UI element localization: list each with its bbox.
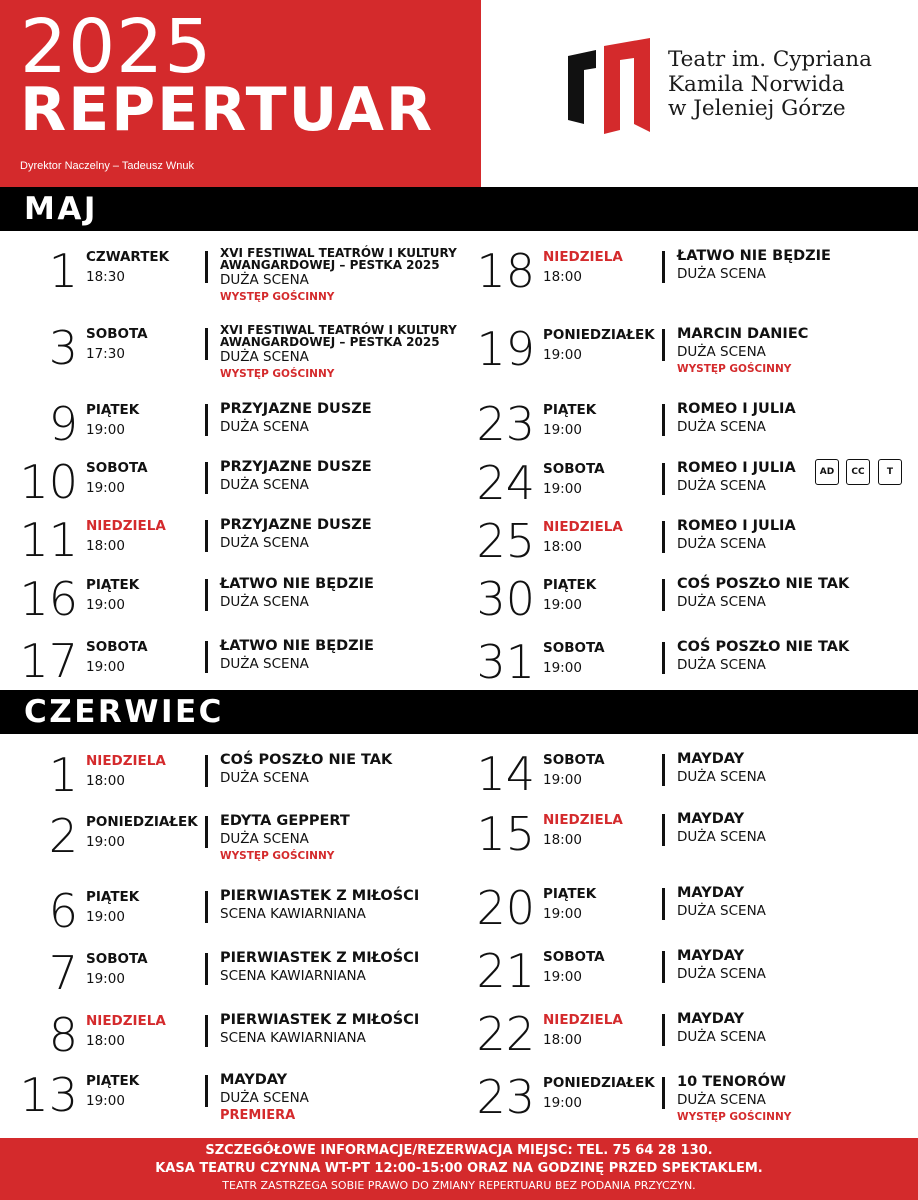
show-time: 18:00: [543, 1032, 582, 1048]
day-number: 25: [476, 514, 535, 568]
show-info: [220, 887, 470, 924]
weekday-label: NIEDZIELA: [543, 812, 623, 828]
weekday-label: PIĄTEK: [543, 886, 597, 902]
venue-label: DUŻA SCENA: [220, 419, 309, 435]
show-time: 19:00: [86, 597, 125, 613]
show-title: PRZYJAZNE DUSZE: [220, 401, 372, 417]
closed-captions-icon: CC: [846, 459, 870, 485]
show-time: 19:00: [86, 971, 125, 987]
day-number: 21: [476, 944, 535, 998]
separator-bar: [662, 404, 665, 436]
weekday-label: SOBOTA: [543, 752, 605, 768]
show-time: 18:00: [86, 1033, 125, 1049]
schedule-entry: [0, 244, 457, 307]
venue-label: DUŻA SCENA: [220, 477, 309, 493]
show-title: ROMEO I JULIA: [677, 518, 796, 534]
show-time: 18:00: [543, 832, 582, 848]
show-title: EDYTA GEPPERT: [220, 813, 350, 829]
separator-bar: [662, 642, 665, 674]
day-number: 30: [476, 572, 535, 626]
weekday-label: SOBOTA: [543, 461, 605, 477]
show-info: [220, 751, 470, 788]
weekday-label: PIĄTEK: [86, 402, 140, 418]
show-time: 19:00: [543, 906, 582, 922]
weekday-label: PIĄTEK: [543, 577, 597, 593]
separator-bar: [205, 579, 208, 611]
show-time: 19:00: [543, 347, 582, 363]
venue-label: SCENA KAWIARNIANA: [220, 968, 366, 984]
weekday-label: SOBOTA: [543, 640, 605, 656]
schedule-entry: [457, 572, 918, 635]
venue-label: DUŻA SCENA: [677, 903, 766, 919]
show-title: MAYDAY: [677, 885, 745, 901]
show-time: 19:00: [86, 480, 125, 496]
separator-bar: [205, 816, 208, 848]
show-info: [220, 247, 470, 304]
show-time: 19:00: [543, 660, 582, 676]
venue-label: DUŻA SCENA: [677, 594, 766, 610]
show-info: [220, 949, 470, 986]
weekday-label: CZWARTEK: [86, 249, 170, 265]
schedule-entry: [457, 244, 918, 307]
show-title: ROMEO I JULIA: [677, 401, 796, 417]
separator-bar: [662, 754, 665, 786]
show-time: 19:00: [86, 1093, 125, 1109]
schedule-entry: [0, 748, 457, 811]
show-title: XVI FESTIWAL TEATRÓW I KULTURY AWANGARDOWEJ – PESTKA 2025: [220, 246, 457, 272]
weekday-label: PIĄTEK: [86, 889, 140, 905]
weekday-label: PIĄTEK: [86, 1073, 140, 1089]
venue-label: DUŻA SCENA: [220, 831, 309, 847]
schedule-entry: [457, 1007, 918, 1070]
guest-performance-badge: WYSTĘP GOŚCINNY: [220, 368, 335, 380]
venue-label: DUŻA SCENA: [677, 478, 766, 494]
venue-label: DUŻA SCENA: [220, 770, 309, 786]
schedule-entry: [0, 572, 457, 635]
venue-label: DUŻA SCENA: [677, 344, 766, 360]
day-number: 11: [19, 513, 78, 567]
schedule-entry: [457, 397, 918, 460]
separator-bar: [662, 888, 665, 920]
separator-bar: [662, 1077, 665, 1109]
day-number: 1: [48, 748, 78, 802]
weekday-label: NIEDZIELA: [86, 518, 166, 534]
day-number: 1: [48, 244, 78, 298]
show-title: PRZYJAZNE DUSZE: [220, 459, 372, 475]
show-title: MAYDAY: [677, 811, 745, 827]
weekday-label: NIEDZIELA: [86, 753, 166, 769]
show-info: [220, 458, 470, 495]
schedule-entry: [457, 1070, 918, 1133]
logo-red-shape: [604, 38, 650, 134]
venue-label: DUŻA SCENA: [220, 594, 309, 610]
schedule-entry: [0, 884, 457, 947]
show-time: 19:00: [86, 422, 125, 438]
day-number: 6: [48, 884, 78, 938]
show-info: [677, 750, 918, 787]
weekday-label: SOBOTA: [86, 460, 148, 476]
show-time: 19:00: [543, 481, 582, 497]
separator-bar: [205, 520, 208, 552]
venue-label: DUŻA SCENA: [677, 536, 766, 552]
weekday-label: PIĄTEK: [543, 402, 597, 418]
weekday-label: SOBOTA: [86, 639, 148, 655]
venue-label: DUŻA SCENA: [220, 1090, 309, 1106]
show-time: 18:00: [86, 773, 125, 789]
show-title: MAYDAY: [677, 948, 745, 964]
day-number: 7: [48, 946, 78, 1000]
show-time: 17:30: [86, 346, 125, 362]
year-label: 2025: [20, 4, 213, 90]
show-info: [220, 1071, 470, 1124]
theatre-name-line-1: Teatr im. Cypriana: [668, 47, 872, 72]
theatre-name: [668, 48, 872, 122]
day-number: 31: [476, 635, 535, 689]
weekday-label: NIEDZIELA: [543, 519, 623, 535]
separator-bar: [205, 328, 208, 360]
show-title: ŁATWO NIE BĘDZIE: [220, 638, 374, 654]
schedule-entry: [457, 881, 918, 944]
header: [0, 0, 918, 187]
show-info: [677, 247, 918, 284]
theatre-logo-icon: [566, 38, 652, 136]
separator-bar: [662, 579, 665, 611]
day-number: 2: [48, 809, 78, 863]
show-info: [220, 1011, 470, 1048]
show-info: [220, 324, 470, 381]
separator-bar: [662, 951, 665, 983]
show-info: [220, 400, 470, 437]
day-number: 23: [476, 1070, 535, 1124]
weekday-label: NIEDZIELA: [86, 1013, 166, 1029]
show-time: 19:00: [86, 834, 125, 850]
guest-performance-badge: WYSTĘP GOŚCINNY: [677, 1111, 792, 1123]
day-number: 24: [476, 456, 535, 510]
separator-bar: [205, 1015, 208, 1047]
show-time: 19:00: [86, 659, 125, 675]
day-number: 9: [48, 397, 78, 451]
header-red-block: [0, 0, 481, 187]
schedule-entry: [0, 513, 457, 576]
show-title: COŚ POSZŁO NIE TAK: [677, 576, 850, 592]
show-info: [677, 638, 918, 675]
day-number: 23: [476, 397, 535, 451]
schedule-entry: [0, 809, 457, 872]
day-number: 8: [48, 1008, 78, 1062]
day-number: 3: [48, 321, 78, 375]
show-time: 19:00: [543, 422, 582, 438]
separator-bar: [662, 329, 665, 361]
show-title: PIERWIASTEK Z MIŁOŚCI: [220, 1012, 420, 1028]
schedule-entry: [0, 455, 457, 518]
weekday-label: SOBOTA: [86, 326, 148, 342]
weekday-label: NIEDZIELA: [543, 249, 623, 265]
separator-bar: [205, 251, 208, 283]
day-number: 16: [19, 572, 78, 626]
separator-bar: [662, 521, 665, 553]
venue-label: DUŻA SCENA: [220, 656, 309, 672]
venue-label: DUŻA SCENA: [677, 769, 766, 785]
separator-bar: [205, 462, 208, 494]
weekday-label: PONIEDZIAŁEK: [543, 327, 655, 343]
venue-label: DUŻA SCENA: [220, 272, 309, 288]
schedule-entry: [457, 322, 918, 385]
day-number: 22: [476, 1007, 535, 1061]
premiere-badge: PREMIERA: [220, 1108, 296, 1123]
month-header-maj: MAJ: [0, 187, 918, 231]
day-number: 19: [476, 322, 535, 376]
show-title: MAYDAY: [677, 751, 745, 767]
show-info: [677, 325, 918, 376]
show-title: MARCIN DANIEC: [677, 326, 809, 342]
venue-label: DUŻA SCENA: [677, 1029, 766, 1045]
show-info: [220, 516, 470, 553]
separator-bar: [205, 891, 208, 923]
month-header-czerwiec: CZERWIEC: [0, 690, 918, 734]
show-title: ŁATWO NIE BĘDZIE: [677, 248, 831, 264]
show-time: 18:00: [86, 538, 125, 554]
venue-label: DUŻA SCENA: [677, 829, 766, 845]
day-number: 10: [19, 455, 78, 509]
show-time: 18:30: [86, 269, 125, 285]
weekday-label: SOBOTA: [86, 951, 148, 967]
venue-label: DUŻA SCENA: [677, 1092, 766, 1108]
schedule-entry: [0, 1008, 457, 1071]
separator-bar: [205, 404, 208, 436]
venue-label: DUŻA SCENA: [677, 657, 766, 673]
show-time: 19:00: [543, 597, 582, 613]
day-number: 20: [476, 881, 535, 935]
theatre-name-line-3: w Jeleniej Górze: [668, 96, 846, 121]
page-title: REPERTUAR: [20, 75, 435, 145]
show-time: 19:00: [86, 909, 125, 925]
weekday-label: NIEDZIELA: [543, 1012, 623, 1028]
show-info: [677, 884, 918, 921]
day-number: 18: [476, 244, 535, 298]
day-number: 13: [19, 1068, 78, 1122]
show-title: ROMEO I JULIA: [677, 460, 796, 476]
schedule-entry: [457, 635, 918, 698]
show-title: XVI FESTIWAL TEATRÓW I KULTURY AWANGARDOWEJ – PESTKA 2025: [220, 323, 457, 349]
show-time: 18:00: [543, 539, 582, 555]
venue-label: DUŻA SCENA: [677, 419, 766, 435]
schedule-entry: [457, 747, 918, 810]
show-title: COŚ POSZŁO NIE TAK: [220, 752, 393, 768]
venue-label: SCENA KAWIARNIANA: [220, 906, 366, 922]
schedule-entry: [0, 946, 457, 1009]
show-info: [677, 947, 918, 984]
show-time: 19:00: [543, 1095, 582, 1111]
show-info: [677, 575, 918, 612]
show-info: [677, 1073, 918, 1124]
schedule-entry: [0, 1068, 457, 1131]
day-number: 15: [476, 807, 535, 861]
show-title: PIERWIASTEK Z MIŁOŚCI: [220, 950, 420, 966]
show-title: MAYDAY: [677, 1011, 745, 1027]
guest-performance-badge: WYSTĘP GOŚCINNY: [220, 291, 335, 303]
separator-bar: [662, 1014, 665, 1046]
show-time: 18:00: [543, 269, 582, 285]
schedule-entry: [457, 807, 918, 870]
show-info: [220, 637, 470, 674]
weekday-label: PONIEDZIAŁEK: [86, 814, 198, 830]
separator-bar: [205, 953, 208, 985]
schedule-entry: [0, 397, 457, 460]
day-number: 17: [19, 634, 78, 688]
weekday-label: PONIEDZIAŁEK: [543, 1075, 655, 1091]
hearing-loop-icon: T: [878, 459, 902, 485]
director-credit: Dyrektor Naczelny – Tadeusz Wnuk: [20, 160, 195, 172]
show-info: [677, 810, 918, 847]
audio-description-icon: AD: [815, 459, 839, 485]
show-info: [220, 575, 470, 612]
footer-contact: SZCZEGÓŁOWE INFORMACJE/REZERWACJA MIEJSC: TEL. 75 64 28 130.: [205, 1143, 713, 1158]
footer: [0, 1138, 918, 1200]
separator-bar: [205, 1075, 208, 1107]
weekday-label: PIĄTEK: [86, 577, 140, 593]
separator-bar: [205, 641, 208, 673]
venue-label: DUŻA SCENA: [220, 349, 309, 365]
show-time: 19:00: [543, 772, 582, 788]
separator-bar: [662, 463, 665, 495]
show-title: PIERWIASTEK Z MIŁOŚCI: [220, 888, 420, 904]
day-number: 14: [476, 747, 535, 801]
schedule-entry: [457, 514, 918, 577]
show-title: COŚ POSZŁO NIE TAK: [677, 639, 850, 655]
show-time: 19:00: [543, 969, 582, 985]
logo-black-shape: [568, 50, 596, 124]
separator-bar: [205, 755, 208, 787]
schedule-entry: [0, 321, 457, 384]
weekday-label: SOBOTA: [543, 949, 605, 965]
show-title: ŁATWO NIE BĘDZIE: [220, 576, 374, 592]
show-title: MAYDAY: [220, 1072, 288, 1088]
schedule-entry: [0, 634, 457, 697]
separator-bar: [662, 251, 665, 283]
venue-label: SCENA KAWIARNIANA: [220, 1030, 366, 1046]
show-info: [677, 517, 918, 554]
footer-disclaimer: TEATR ZASTRZEGA SOBIE PRAWO DO ZMIANY REPERTUARU BEZ PODANIA PRZYCZYN.: [222, 1179, 696, 1192]
guest-performance-badge: WYSTĘP GOŚCINNY: [220, 850, 335, 862]
show-info: [677, 400, 918, 437]
footer-box-office-hours: KASA TEATRU CZYNNA WT-PT 12:00-15:00 ORAZ NA GODZINĘ PRZED SPEKTAKLEM.: [155, 1161, 763, 1176]
venue-label: DUŻA SCENA: [220, 535, 309, 551]
guest-performance-badge: WYSTĘP GOŚCINNY: [677, 363, 792, 375]
separator-bar: [662, 814, 665, 846]
venue-label: DUŻA SCENA: [677, 966, 766, 982]
venue-label: DUŻA SCENA: [677, 266, 766, 282]
show-info: [220, 812, 470, 863]
show-title: 10 TENORÓW: [677, 1074, 786, 1090]
show-title: PRZYJAZNE DUSZE: [220, 517, 372, 533]
theatre-name-line-2: Kamila Norwida: [668, 71, 845, 97]
schedule-entry: [457, 944, 918, 1007]
show-info: [677, 1010, 918, 1047]
